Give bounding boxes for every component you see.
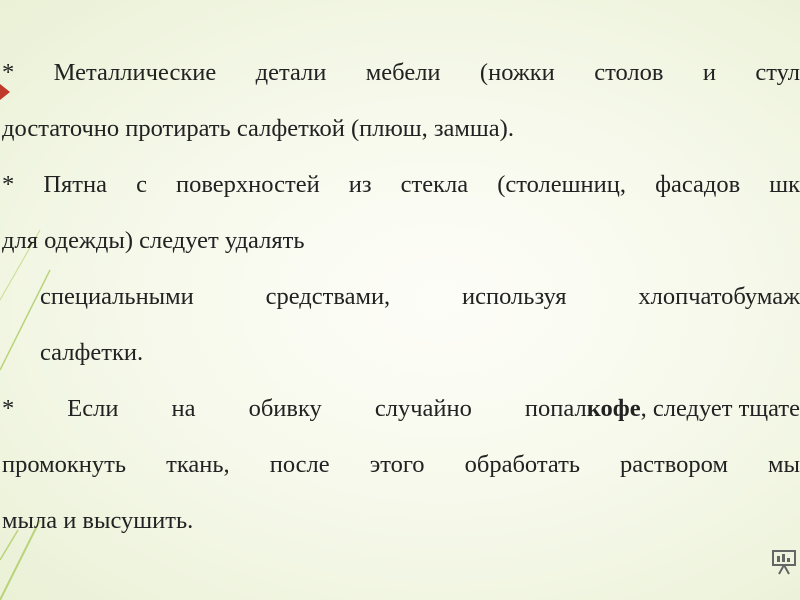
bullet3-text-after: , следует тщате xyxy=(640,395,800,422)
presentation-icon[interactable] xyxy=(770,548,798,576)
bullet2-line2: для одежды) следует удалять xyxy=(2,227,305,254)
bullet2-line3: специальными средствами, используя хлопчатобумаж xyxy=(40,283,800,310)
bullet3-line2: промокнуть ткань, после этого обработать раствором мы xyxy=(2,451,800,478)
bullet3-line1-words xyxy=(2,394,800,424)
bullet3-text-before: * Если на обивку случайно попал xyxy=(2,395,587,422)
bullet1-line1: * Металлические детали мебели (ножки столов и стул xyxy=(2,59,800,86)
bullet3-line3: мыла и высушить. xyxy=(2,507,194,534)
bullet1-line2: достаточно протирать салфеткой (плюш, замша). xyxy=(2,115,514,142)
bullet2-line4: салфетки. xyxy=(40,339,144,366)
bullet3-line1 xyxy=(2,394,800,424)
bullet3-bold-word: кофе xyxy=(586,395,641,422)
bullet2-line1: * Пятна с поверхностей из стекла (столешниц, фасадов шк xyxy=(2,171,800,198)
